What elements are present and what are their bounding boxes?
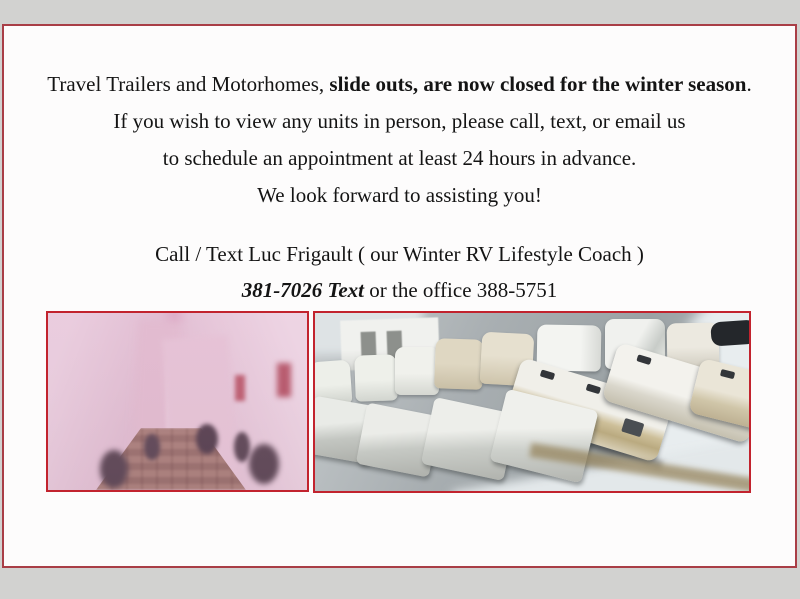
phone-number-text: 381-7026 Text: [241, 278, 365, 302]
notice-line-1: [4, 66, 795, 103]
wheel-shape: [144, 434, 160, 460]
photo-row: [46, 311, 795, 493]
notice-line-4: We look forward to assisting you!: [257, 183, 542, 207]
notice-line-1-bold: slide outs, are now closed for the winter season: [329, 72, 747, 96]
winter-closure-notice: [4, 66, 795, 214]
contact-intro-line: Call / Text Luc Frigault ( our Winter RV Lifestyle Coach ): [155, 242, 644, 266]
roof-vent: [636, 354, 651, 365]
contact-info: [4, 236, 795, 308]
notice-frame: [2, 24, 797, 568]
wheel-shape: [234, 432, 250, 462]
roof-vent: [720, 369, 735, 379]
car-shape: [710, 319, 751, 346]
wheel-shape: [249, 444, 279, 484]
aerial-snowy-rv-lot-photo: [313, 311, 751, 493]
office-number-text: or the office 388-5751: [364, 278, 558, 302]
contact-phone-line: [4, 272, 795, 308]
rv-shape: [434, 338, 484, 390]
notice-line-3: to schedule an appointment at least 24 hours in advance.: [162, 146, 637, 170]
rv-shape: [395, 347, 439, 395]
wheel-shape: [100, 450, 128, 488]
notice-line-1-prefix: Travel Trailers and Motorhomes,: [47, 72, 330, 96]
notice-line-2: If you wish to view any units in person, please call, text, or email us: [113, 109, 686, 133]
trailer-window: [621, 418, 644, 437]
roof-vent: [540, 369, 555, 380]
notice-line-1-suffix: .: [746, 72, 752, 96]
wheel-shape: [196, 424, 218, 454]
marker-light: [235, 375, 245, 401]
marker-light: [277, 363, 291, 397]
roof-vent: [586, 383, 601, 394]
rv-row-pink-photo: [46, 311, 309, 492]
rv-shape: [354, 354, 398, 401]
